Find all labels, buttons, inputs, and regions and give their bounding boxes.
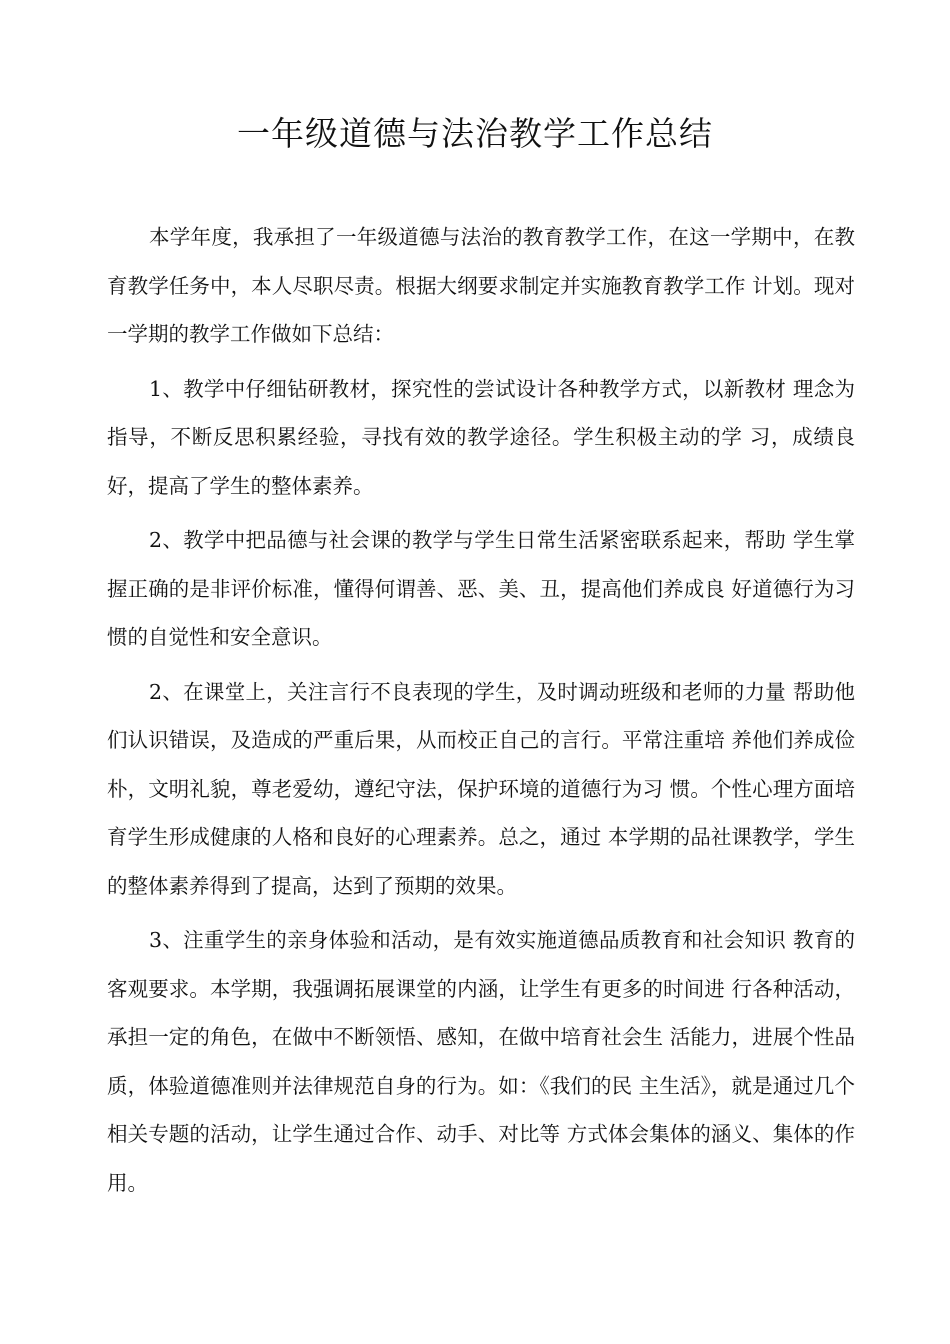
document-title: 一年级道德与法治教学工作总结 [237, 114, 713, 153]
document-body [107, 213, 855, 1213]
paragraph-intro: 本学年度，我承担了一年级道德与法治的教育教学工作，在这一学期中，在教育教学任务中，本人尽职尽责。根据大纲要求制定并实施教育教学工作 计划。现对一学期的教学工作做如下总结： [107, 225, 855, 346]
paragraph-item-3: 3、注重学生的亲身体验和活动，是有效实施道德品质教育和社会知识 教育的客观要求。本学期，我强调拓展课堂的内涵，让学生有更多的时间进 行各种活动，承担一定的角色，在做中不断领悟、感知，在做中培育社会生 活能力，进展个性品质，体验道德准则并法律规范自身的行为。如：《我们的民 主生活》，就是通过几个相关专题的活动，让学生通过合作、动手、对比等 方式体会集体的涵义、集体的作用。 [107, 928, 855, 1195]
paragraph-item-2b: 2、在课堂上，关注言行不良表现的学生，及时调动班级和老师的力量 帮助他们认识错误，及造成的严重后果，从而校正自己的言行。平常注重培 养他们养成俭朴，文明礼貌，尊老爱幼，遵纪守法，保护环境的道德行为习 惯。个性心理方面培育学生形成健康的人格和良好的心理素养。总之，通过 本学期的品社课教学，学生的整体素养得到了提高，达到了预期的效果。 [107, 679, 855, 898]
paragraph-item-1: 1、教学中仔细钻研教材，探究性的尝试设计各种教学方式，以新教材 理念为指导，不断反思积累经验，寻找有效的教学途径。学生积极主动的学 习，成绩良好，提高了学生的整体素养。 [107, 376, 855, 498]
paragraph-item-2a: 2、教学中把品德与社会课的教学与学生日常生活紧密联系起来，帮助 学生掌握正确的是非评价标准，懂得何谓善、恶、美、丑，提高他们养成良 好道德行为习惯的自觉性和安全意识。 [107, 528, 855, 649]
